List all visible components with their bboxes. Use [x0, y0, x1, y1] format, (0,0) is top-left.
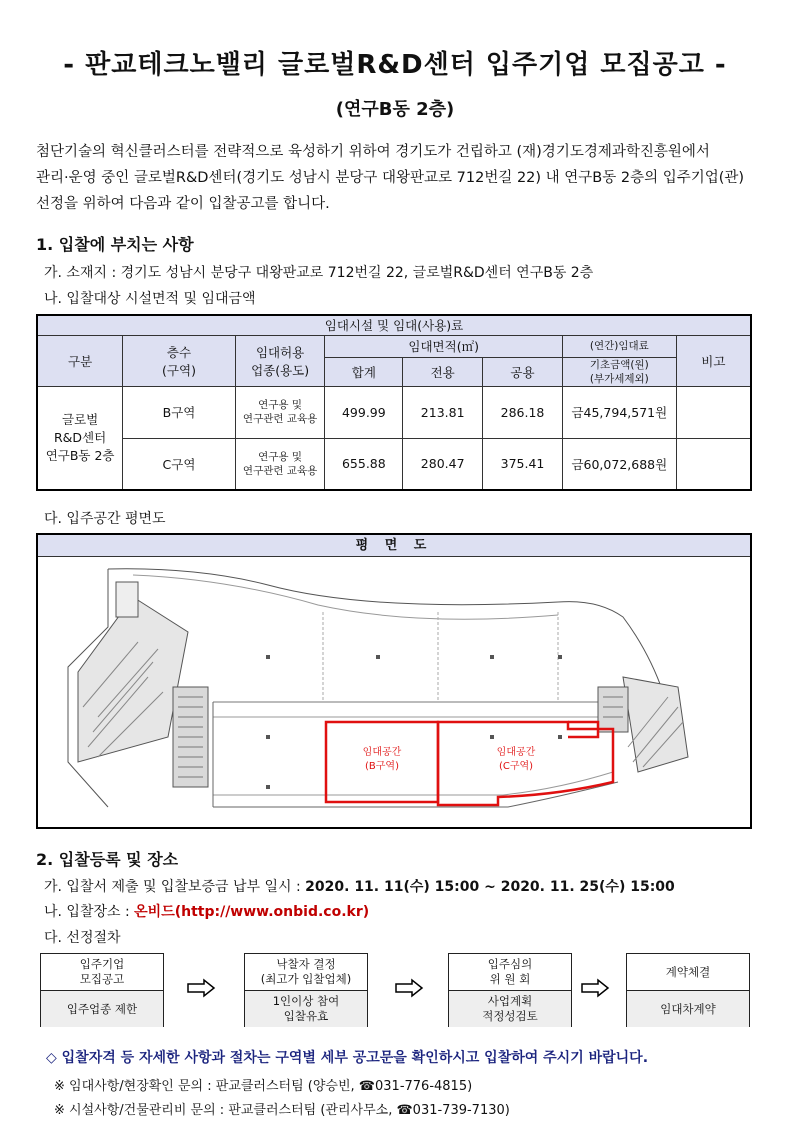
table-cell-rent: 금60,072,688원 — [562, 438, 676, 490]
table-cell-use: 연구용 및 연구관련 교육용 — [235, 438, 325, 490]
bid-place-item: 나. 입찰장소 : 온비드(http://www.onbid.co.kr) — [44, 904, 370, 920]
intro-line: 관리·운영 중인 글로벌R&D센터(경기도 성남시 분당구 대왕판교로 712번길 22) 내 연구B동 2층의 입주기업(관) — [36, 170, 745, 186]
table-cell-total: 499.99 — [325, 386, 403, 438]
facility-item: 나. 입찰대상 시설면적 및 임대금액 — [44, 291, 256, 307]
zone-b-label: 임대공간 — [362, 747, 402, 758]
col-header-use: 임대허용 업종(용도) — [235, 335, 325, 386]
section1-heading: 1. 입찰에 부치는 사항 — [36, 235, 194, 254]
page-title: - 판교테크노밸리 글로벌R&D센터 입주기업 모집공고 - — [63, 50, 727, 80]
table-cell-common: 286.18 — [483, 386, 563, 438]
col-header-exclusive: 전용 — [403, 357, 483, 386]
procedure-item: 다. 선정절차 — [44, 930, 121, 946]
zone-c-label: 임대공간 — [496, 747, 536, 758]
flow-step-3: 입주심의 위 원 회 사업계획 적정성검토 — [448, 953, 572, 1027]
table-cell-zone: C구역 — [123, 438, 236, 490]
table-cell-use: 연구용 및 연구관련 교육용 — [235, 386, 325, 438]
zone-c-sublabel: (C구역) — [498, 761, 534, 772]
table-cell-total: 655.88 — [325, 438, 403, 490]
contact-facility: ※ 시설사항/건물관리비 문의 : 판교클러스터팀 (관리사무소, ☎031-739-7130) — [54, 1103, 510, 1118]
col-header-gubun: 구분 — [37, 335, 123, 386]
row-group-label: 글로벌 R&D센터 연구B동 2층 — [37, 386, 123, 490]
col-header-floor: 층수 (구역) — [123, 335, 236, 386]
arrow-right-icon — [580, 978, 610, 998]
location-item: 가. 소재지 : 경기도 성남시 분당구 대왕판교로 712번길 22, 글로벌R&D센터 연구B동 2층 — [44, 265, 594, 281]
page-subtitle: (연구B동 2층) — [335, 99, 455, 120]
table-cell-zone: B구역 — [123, 386, 236, 438]
col-header-total: 합계 — [325, 357, 403, 386]
flow-step-1: 입주기업 모집공고 입주업종 제한 — [40, 953, 164, 1027]
col-header-area: 임대면적(㎡) — [325, 335, 563, 357]
onbid-link[interactable]: 온비드(http://www.onbid.co.kr) — [134, 904, 370, 920]
floorplan-item: 다. 입주공간 평면도 — [44, 511, 166, 527]
intro-line: 첨단기술의 혁신클러스터를 전략적으로 육성하기 위하여 경기도가 건립하고 (재)경기도경제과학진흥원에서 — [36, 144, 710, 160]
rental-table — [36, 314, 752, 491]
col-header-note: 비고 — [676, 335, 751, 386]
table-cell-exclusive: 213.81 — [403, 386, 483, 438]
table-caption: 임대시설 및 임대(사용)료 — [37, 315, 751, 335]
table-cell-note — [676, 438, 751, 490]
arrow-right-icon — [186, 978, 216, 998]
col-header-rent-top: (연간)임대료 — [562, 335, 676, 357]
flow-step-4: 계약체결 임대차계약 — [626, 953, 750, 1027]
zone-b-sublabel: (B구역) — [365, 761, 399, 772]
table-cell-common: 375.41 — [483, 438, 563, 490]
floorplan-drawing — [38, 557, 750, 827]
table-cell-exclusive: 280.47 — [403, 438, 483, 490]
intro-paragraph — [36, 139, 758, 217]
contact-rental: ※ 임대사항/현장확인 문의 : 판교클러스터팀 (양승빈, ☎031-776-4815) — [54, 1079, 473, 1094]
bid-period-item: 가. 입찰서 제출 및 입찰보증금 납부 일시 : 2020. 11. 11(수) 15:00 ~ 2020. 11. 25(수) 15:00 — [44, 879, 675, 895]
col-header-rent: 기초금액(원) (부가세제외) — [562, 357, 676, 386]
notice-main: ◇ 입찰자격 등 자세한 사항과 절차는 구역별 세부 공고문을 확인하시고 입찰하여 주시기 바랍니다. — [46, 1050, 649, 1066]
floorplan-panel — [36, 533, 752, 829]
col-header-common: 공용 — [483, 357, 563, 386]
table-cell-rent: 금45,794,571원 — [562, 386, 676, 438]
intro-line: 선정을 위하여 다음과 같이 입찰공고를 합니다. — [36, 196, 330, 212]
floorplan-heading: 평 면 도 — [38, 535, 750, 557]
flow-step-2: 낙찰자 결정 (최고가 입찰업체) 1인이상 참여 입찰유효 — [244, 953, 368, 1027]
arrow-right-icon — [394, 978, 424, 998]
section2-heading: 2. 입찰등록 및 장소 — [36, 850, 179, 869]
table-cell-note — [676, 386, 751, 438]
